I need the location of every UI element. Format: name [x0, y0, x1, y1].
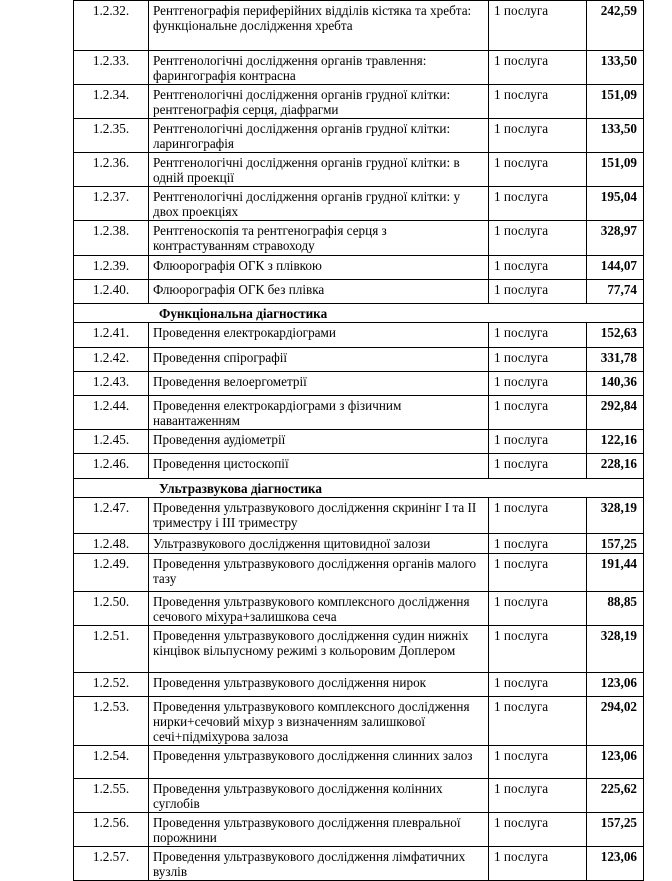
table-row: [74, 498, 644, 534]
service-name: Флюорографія ОГК без плівка: [149, 280, 489, 304]
service-name: Проведення ультразвукового дослідження нирок: [149, 673, 489, 697]
service-unit: 1 послуга: [489, 454, 587, 479]
table-row: [74, 348, 644, 372]
table-row: [74, 323, 644, 348]
service-name: Проведення ультразвукового дослідження судин нижніх кінцівок вільпусному режимі з кольоровим Доплером: [149, 626, 489, 673]
service-price: 195,04: [587, 187, 644, 221]
service-unit: 1 послуга: [489, 51, 587, 85]
service-unit: 1 послуга: [489, 430, 587, 454]
service-number: 1.2.34.: [74, 85, 149, 119]
table-row: [74, 396, 644, 430]
service-price: 228,16: [587, 454, 644, 479]
service-number: 1.2.44.: [74, 396, 149, 430]
service-price: 140,36: [587, 372, 644, 396]
table-row: [74, 153, 644, 187]
table-row: [74, 51, 644, 85]
service-name: Рентгеноскопія та рентгенографія серця з контрастуванням стравоходу: [149, 221, 489, 256]
service-number: 1.2.51.: [74, 626, 149, 673]
service-name: Рентгенологічні дослідження органів грудної клітки: ларингографія: [149, 119, 489, 153]
service-price: 144,07: [587, 256, 644, 280]
table-row: [74, 221, 644, 256]
service-price: 133,50: [587, 119, 644, 153]
table-row: [74, 847, 644, 881]
service-number: 1.2.37.: [74, 187, 149, 221]
service-unit: 1 послуга: [489, 592, 587, 626]
service-price: 123,06: [587, 847, 644, 881]
service-unit: 1 послуга: [489, 498, 587, 534]
table-row: [74, 454, 644, 479]
service-price: 151,09: [587, 153, 644, 187]
service-name: Проведення електрокардіограми: [149, 323, 489, 348]
service-price: 151,09: [587, 85, 644, 119]
service-name: Проведення ультразвукового дослідження скринінг I та II триместру і III триместру: [149, 498, 489, 534]
service-name: Рентгенологічні дослідження органів грудної клітки: у двох проекціях: [149, 187, 489, 221]
service-number: 1.2.35.: [74, 119, 149, 153]
service-number: 1.2.36.: [74, 153, 149, 187]
service-name: Проведення велоергометрії: [149, 372, 489, 396]
service-name: Проведення електрокардіограми з фізичним навантаженням: [149, 396, 489, 430]
service-number: 1.2.55.: [74, 779, 149, 813]
table-row: [74, 626, 644, 673]
table-row: [74, 813, 644, 847]
table-row: [74, 85, 644, 119]
section-header-row: [74, 304, 644, 323]
table-row: [74, 1, 644, 51]
table-row: [74, 697, 644, 746]
service-number: 1.2.39.: [74, 256, 149, 280]
service-number: 1.2.53.: [74, 697, 149, 746]
service-unit: 1 послуга: [489, 85, 587, 119]
service-name: Проведення ультразвукового дослідження органів малого тазу: [149, 554, 489, 592]
service-number: 1.2.48.: [74, 534, 149, 554]
service-name: Проведення ультразвукового дослідження колінних суглобів: [149, 779, 489, 813]
service-unit: 1 послуга: [489, 1, 587, 51]
service-name: Рентгенографія периферійних відділів кістяка та хребта: функціональне дослідження хребта: [149, 1, 489, 51]
service-unit: 1 послуга: [489, 372, 587, 396]
service-number: 1.2.47.: [74, 498, 149, 534]
service-price: 157,25: [587, 813, 644, 847]
service-number: 1.2.52.: [74, 673, 149, 697]
service-number: 1.2.49.: [74, 554, 149, 592]
service-number: 1.2.33.: [74, 51, 149, 85]
service-unit: 1 послуга: [489, 280, 587, 304]
service-number: 1.2.38.: [74, 221, 149, 256]
service-unit: 1 послуга: [489, 554, 587, 592]
service-number: 1.2.57.: [74, 847, 149, 881]
service-unit: 1 послуга: [489, 847, 587, 881]
service-number: 1.2.46.: [74, 454, 149, 479]
service-price: 191,44: [587, 554, 644, 592]
service-name: Проведення спірографії: [149, 348, 489, 372]
service-price: 292,84: [587, 396, 644, 430]
service-price: 225,62: [587, 779, 644, 813]
service-unit: 1 послуга: [489, 153, 587, 187]
table-row: [74, 430, 644, 454]
service-unit: 1 послуга: [489, 348, 587, 372]
service-number: 1.2.54.: [74, 746, 149, 779]
service-number: 1.2.56.: [74, 813, 149, 847]
price-table-body: [74, 1, 644, 881]
section-header-row: [74, 479, 644, 498]
section-title: Функціональна діагностика: [74, 304, 644, 323]
service-name: Рентгенологічні дослідження органів грудної клітки: в одній проекції: [149, 153, 489, 187]
service-unit: 1 послуга: [489, 673, 587, 697]
service-name: Рентгенологічні дослідження органів травлення: фарингографія контрасна: [149, 51, 489, 85]
service-price: 88,85: [587, 592, 644, 626]
service-unit: 1 послуга: [489, 187, 587, 221]
service-name: Рентгенологічні дослідження органів грудної клітки: рентгенографія серця, діафрагми: [149, 85, 489, 119]
service-number: 1.2.45.: [74, 430, 149, 454]
service-unit: 1 послуга: [489, 746, 587, 779]
service-number: 1.2.50.: [74, 592, 149, 626]
service-number: 1.2.41.: [74, 323, 149, 348]
table-row: [74, 673, 644, 697]
service-unit: 1 послуга: [489, 221, 587, 256]
service-price: 294,02: [587, 697, 644, 746]
table-row: [74, 534, 644, 554]
service-unit: 1 послуга: [489, 697, 587, 746]
service-price: 242,59: [587, 1, 644, 51]
service-price: 328,97: [587, 221, 644, 256]
service-name: Проведення цистоскопії: [149, 454, 489, 479]
table-row: [74, 280, 644, 304]
service-price: 123,06: [587, 673, 644, 697]
service-unit: 1 послуга: [489, 779, 587, 813]
service-number: 1.2.43.: [74, 372, 149, 396]
service-name: Проведення ультразвукового комплексного дослідження нирки+сечовий міхур з визначенням залишкової сечі+підміхурова залоза: [149, 697, 489, 746]
service-price: 328,19: [587, 498, 644, 534]
service-price: 152,63: [587, 323, 644, 348]
service-price: 331,78: [587, 348, 644, 372]
service-unit: 1 послуга: [489, 323, 587, 348]
service-name: Проведення аудіометрії: [149, 430, 489, 454]
service-unit: 1 послуга: [489, 534, 587, 554]
table-row: [74, 187, 644, 221]
service-number: 1.2.40.: [74, 280, 149, 304]
service-price: 123,06: [587, 746, 644, 779]
service-number: 1.2.32.: [74, 1, 149, 51]
service-unit: 1 послуга: [489, 626, 587, 673]
service-unit: 1 послуга: [489, 813, 587, 847]
table-row: [74, 779, 644, 813]
service-name: Проведення ультразвукового дослідження слинних залоз: [149, 746, 489, 779]
service-name: Флюорографія ОГК з плівкою: [149, 256, 489, 280]
service-number: 1.2.42.: [74, 348, 149, 372]
service-price: 133,50: [587, 51, 644, 85]
table-row: [74, 256, 644, 280]
service-unit: 1 послуга: [489, 119, 587, 153]
table-row: [74, 119, 644, 153]
table-row: [74, 592, 644, 626]
table-row: [74, 372, 644, 396]
service-name: Ультразвукового дослідження щитовидної залози: [149, 534, 489, 554]
table-row: [74, 554, 644, 592]
service-price: 328,19: [587, 626, 644, 673]
service-price: 122,16: [587, 430, 644, 454]
service-name: Проведення ультразвукового дослідження лімфатичних вузлів: [149, 847, 489, 881]
service-name: Проведення ультразвукового дослідження плевральної порожнини: [149, 813, 489, 847]
service-price: 77,74: [587, 280, 644, 304]
service-unit: 1 послуга: [489, 396, 587, 430]
section-title: Ультразвукова діагностика: [74, 479, 644, 498]
table-row: [74, 746, 644, 779]
price-table: [73, 0, 644, 881]
service-unit: 1 послуга: [489, 256, 587, 280]
service-price: 157,25: [587, 534, 644, 554]
service-name: Проведення ультразвукового комплексного дослідження сечового міхура+залишкова сеча: [149, 592, 489, 626]
